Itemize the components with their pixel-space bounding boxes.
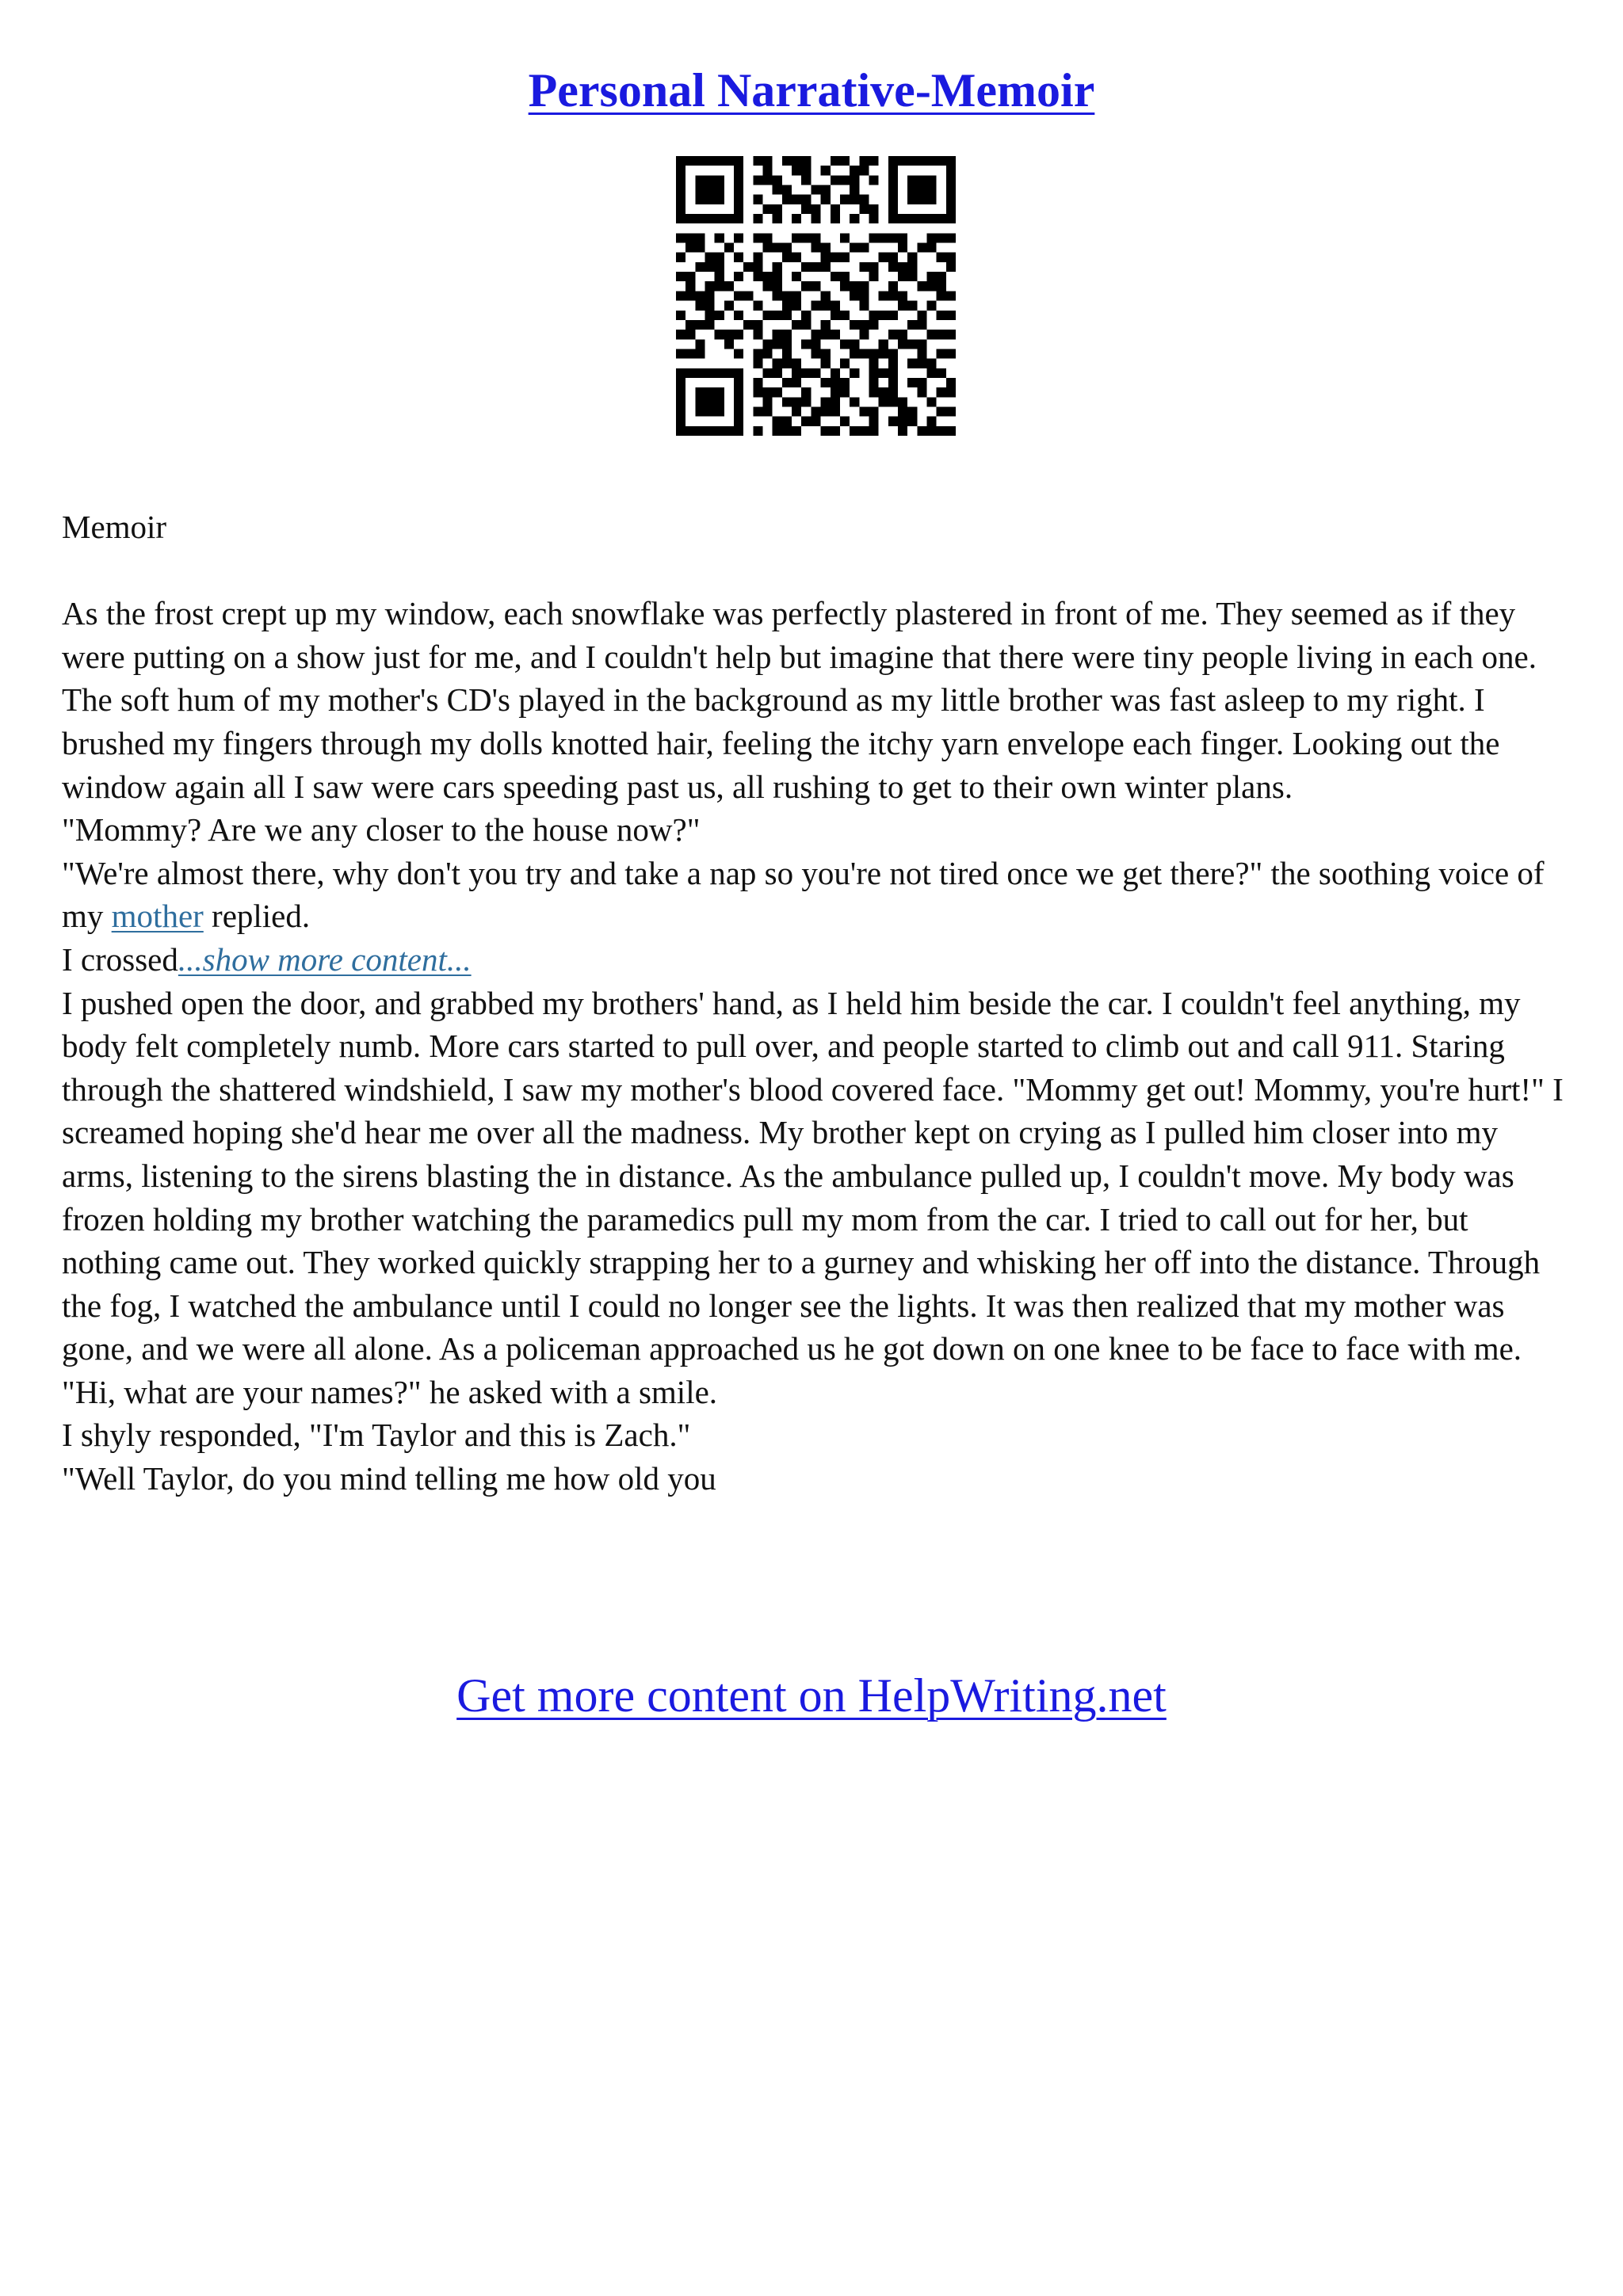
paragraph-intro: As the frost crept up my window, each snowflake was perfectly plastered in front of me. They seemed as if they were putting on a show just for me, and I couldn't help but imagine that there were tiny people living in each one. The soft hum of my mother's CD's played in the background as my little brother was fast asleep to my right. I brushed my fingers through my dolls knotted hair, feeling the itchy yarn envelope each finger. Looking out the window again all I saw were cars speeding past us, all rushing to get to their own winter plans.: [62, 595, 1537, 805]
crossed-line: [62, 938, 1568, 982]
show-more-link[interactable]: ...show more content...: [178, 940, 472, 978]
helpwriting-link[interactable]: Get more content on HelpWriting.net: [456, 1669, 1167, 1722]
reply-text-start: "We're almost there, why don't you try and take a nap so you're not tired once we get there?" the soothing voice of my: [62, 854, 1545, 935]
paragraph-crash: I pushed open the door, and grabbed my brothers' hand, as I held him beside the car. I couldn't feel anything, my body felt completely numb. More cars started to pull over, and people started to climb out and call 911. Staring through the shattered windshield, I saw my mother's blood covered face. "Mommy get out! Mommy, you're hurt!" I screamed hoping she'd hear me over all the madness. My brother kept on crying as I pulled him closer into my arms, listening to the sirens blasting the in distance. As the ambulance pulled up, I couldn't move. My body was frozen holding my brother watching the paramedics pull my mom from the car. I tried to call out for her, but nothing came out. They worked quickly strapping her to a gurney and whisking her off into the distance. Through the fog, I watched the ambulance until I could no longer see the lights. It was then realized that my mother was gone, and we were all alone. As a policeman approached us he got down on one knee to be face to face with me.: [62, 984, 1564, 1367]
dialogue-line-taylor: I shyly responded, "I'm Taylor and this is Zach.": [62, 1417, 691, 1454]
dialogue-line-names: "Hi, what are your names?" he asked with a smile.: [62, 1373, 718, 1410]
reply-text-end: replied.: [203, 898, 311, 935]
section-heading: Memoir: [62, 509, 167, 545]
mother-link[interactable]: mother: [111, 898, 204, 935]
dialogue-line-old: "Well Taylor, do you mind telling me how old you: [62, 1460, 716, 1497]
crossed-text: I crossed: [62, 940, 178, 978]
document-body: [62, 505, 1568, 1501]
qr-code-icon: [676, 156, 956, 436]
page-title-link[interactable]: Personal Narrative-Memoir: [528, 64, 1095, 116]
dialogue-line-reply: [62, 852, 1568, 938]
dialogue-line-question: "Mommy? Are we any closer to the house now?": [62, 811, 701, 849]
